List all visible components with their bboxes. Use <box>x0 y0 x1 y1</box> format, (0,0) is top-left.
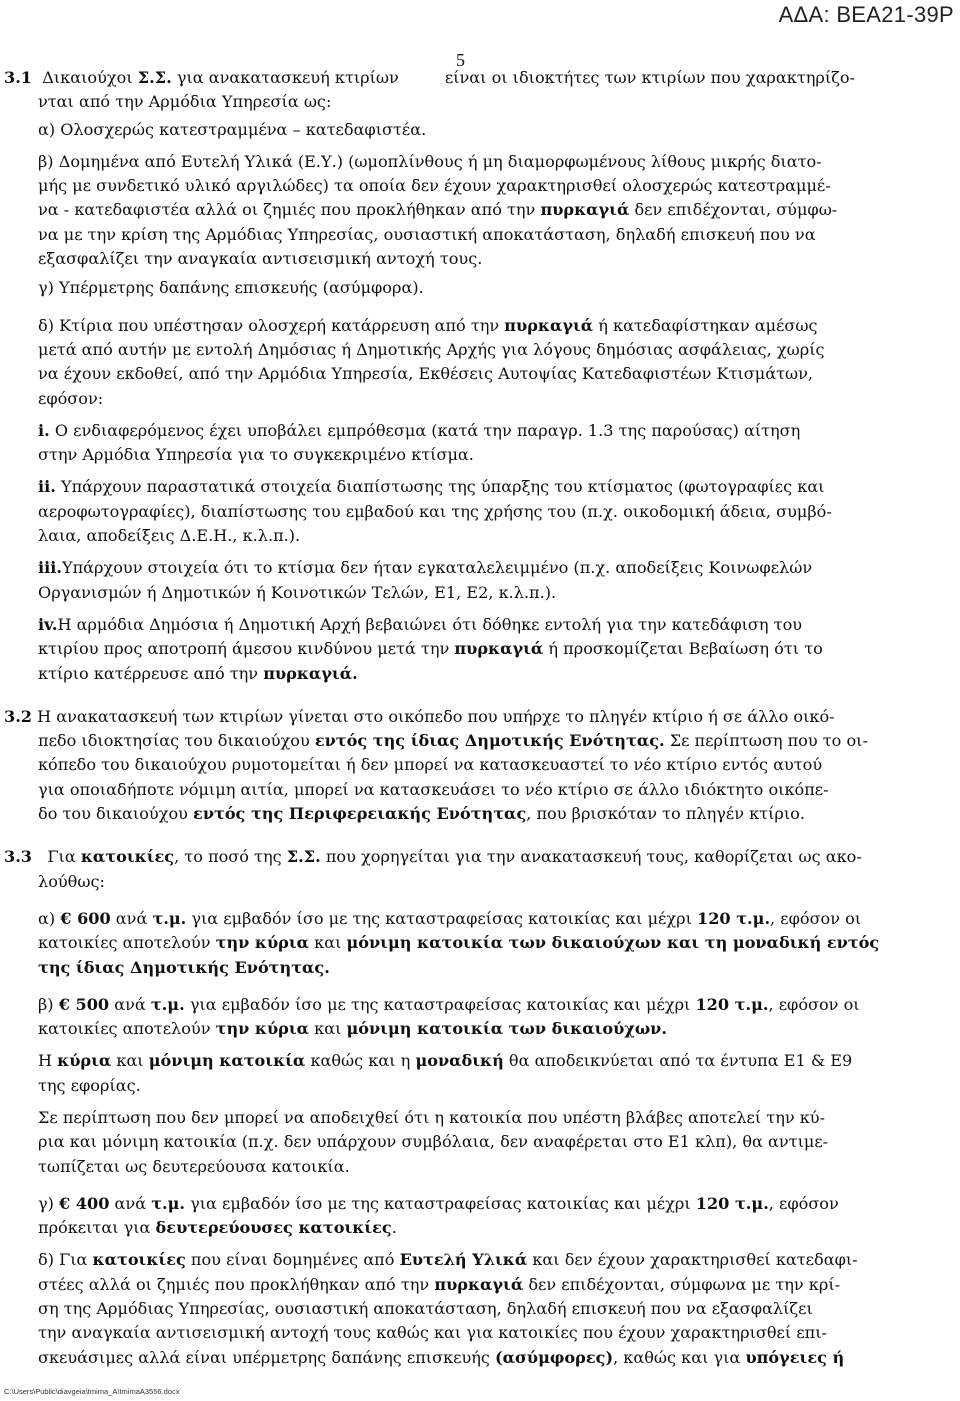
section-3-2-line-2 <box>0 729 935 753</box>
section-number: 3.2 <box>4 706 32 726</box>
section-3-3-line-2: λούθως: <box>38 871 105 891</box>
text: , εφόσον οι <box>770 908 862 928</box>
item-d-line-4: εφόσον: <box>38 388 104 408</box>
bold-text: κατοικίες <box>92 1250 186 1270</box>
item-iii-line-1 <box>0 556 935 580</box>
amount: € 600 <box>60 908 111 928</box>
text: Η ανακατασκευή των κτιρίων γίνεται στο οικόπεδο που υπήρχε το πληγέν κτίριο ή σε άλλο οικό- <box>32 706 835 726</box>
amount: € 500 <box>58 994 110 1014</box>
item-b-line-2: μής με συνδετικό υλικό αργιλώδες) τα οποία δεν έχουν χαρακτηρισθεί ολοσχερώς κατεστραμμέ- <box>38 176 831 196</box>
text: κατοικίες αποτελούν <box>38 1019 216 1039</box>
file-path-footer: C:\Users\Public\diavgeia\tmima_A\tmimaA3556.docx <box>4 1387 180 1396</box>
text: θα αποδεικνύεται από τα έντυπα Ε1 & Ε9 <box>503 1051 853 1071</box>
text: κατοικίες αποτελούν <box>38 933 216 953</box>
item-d-line-2: μετά από αυτήν με εντολή Δημόσιας ή Δημοτικής Αρχής για λόγους δημόσιας ασφάλειας, χωρίς <box>38 339 825 359</box>
text: Δικαιούχοι <box>42 68 138 87</box>
item-g: γ) Υπέρμετρης δαπάνης επισκευής (ασύμφορα). <box>38 278 424 298</box>
item-i-line-1 <box>0 419 935 443</box>
item-ii-line-3: λαια, αποδείξεις Δ.Ε.Η., κ.λ.π.). <box>38 526 301 546</box>
item-a: α) Ολοσχερώς κατεστραμμένα – κατεδαφιστέα. <box>38 119 427 139</box>
text: β) <box>38 994 59 1014</box>
text: ή κατεδαφίστηκαν αμέσως <box>593 315 818 335</box>
text: για εμβαδόν ίσο με της καταστραφείσας κατοικίας και μέχρι <box>184 994 696 1014</box>
bold-text: υπόγειες ή <box>745 1347 845 1367</box>
bold-text: δευτερεύουσες κατοικίες <box>155 1218 392 1238</box>
bold-text: (ασύμφορες) <box>495 1347 614 1367</box>
section-3-2-line-4: για οποιαδήποτε νόμιμη αιτία, μπορεί να κατασκευάσει το νέο κτίριο σε άλλο ιδιόκτητο οικόπε- <box>38 779 829 799</box>
item-b-line-4: να με την κρίση της Αρμόδιας Υπηρεσίας, ουσιαστική αποκατάσταση, δηλαδή επισκευή που να <box>38 224 816 244</box>
section-3-2-line-3: κόπεδο του δικαιούχου ρυμοτομείται ή δεν μπορεί να κατασκευαστεί το νέο κτίριο εντός αυτού <box>38 755 823 775</box>
item-iv-line-3 <box>0 662 935 686</box>
item-d-line-5 <box>0 1346 935 1370</box>
main-residence-line-2: της εφορίας. <box>38 1075 141 1095</box>
text: δ) Κτίρια που υπέστησαν ολοσχερή κατάρρευση από την <box>38 315 505 335</box>
section-3-1-line-1 <box>0 66 935 90</box>
bold-text: της ίδιας Δημοτικής Ενότητας. <box>38 957 330 977</box>
item-d-line-3: ση της Αρμόδιας Υπηρεσίας, ουσιαστική αποκατάσταση, δηλαδή επισκευή που να εξασφαλίζει <box>38 1299 813 1319</box>
bold-text: 120 τ.μ. <box>695 1193 769 1213</box>
text: πεδο ιδιοκτησίας του δικαιούχου <box>38 731 315 751</box>
text: ανά <box>109 994 151 1014</box>
item-d-line-1 <box>0 1248 935 1272</box>
bold-text: πυρκαγιά <box>434 1274 524 1294</box>
text: για εμβαδόν ίσο με της καταστραφείσας κατοικίας και μέχρι <box>186 908 698 928</box>
bold-text: τ.μ. <box>150 994 185 1014</box>
item-a-line-2 <box>0 931 935 955</box>
bold-text: την κύρια <box>215 933 310 953</box>
item-b-line-2 <box>0 1017 935 1041</box>
text: , εφόσον οι <box>768 994 860 1014</box>
item-a-line-1 <box>0 907 935 931</box>
item-d-line-3: να έχουν εκδοθεί, από την Αρμόδια Υπηρεσία, Εκθέσεις Αυτοψίας Κατεδαφιστέων Κτισμάτων, <box>38 364 814 384</box>
text: δο του δικαιούχου <box>38 804 194 824</box>
bold-text: πυρκαγιά <box>540 200 630 220</box>
document-body <box>0 66 935 1370</box>
bold-text: μόνιμη κατοικία των δικαιούχων. <box>346 1019 667 1039</box>
section-number: 3.1 <box>4 68 32 87</box>
item-b-line-1: β) Δομημένα από Ευτελή Υλικά (Ε.Υ.) (ωμοπλίνθους ή μη διαμορφωμένους λίθους μικρής διατο- <box>38 151 822 171</box>
text: και <box>111 1051 149 1071</box>
item-iv-line-1 <box>0 613 935 637</box>
bold-text: Ευτελή Υλικά <box>399 1250 528 1270</box>
section-3-2-line-1 <box>0 705 935 729</box>
section-3-1-line-2: νται από την Αρμόδια Υπηρεσία ως: <box>38 92 332 112</box>
text: και <box>309 933 347 953</box>
item-a-line-3 <box>0 956 935 980</box>
text: σκευάσιμες αλλά είναι υπέρμετρης δαπάνης επισκευής <box>38 1347 496 1367</box>
text: . <box>391 1218 397 1238</box>
item-i-line-2: στην Αρμόδια Υπηρεσία για το συγκεκριμένο κτίσμα. <box>38 445 474 465</box>
text: για εμβαδόν ίσο με της καταστραφείσας κατοικίας και μέχρι <box>185 1193 696 1213</box>
bold-text: την κύρια <box>215 1019 310 1039</box>
bold-text: τ.μ. <box>152 908 187 928</box>
bold-text: Σ.Σ. <box>137 68 172 87</box>
text: καθώς και η <box>305 1051 416 1071</box>
text: Η αρμόδια Δημόσια ή Δημοτική Αρχή βεβαιώνει ότι δόθηκε εντολή για την κατεδάφιση του <box>57 614 803 634</box>
bold-text: 120 τ.μ. <box>695 994 769 1014</box>
bold-text: πυρκαγιά. <box>263 663 358 683</box>
proof-line-2: ρια και μόνιμη κατοικία (π.χ. δεν υπάρχουν συμβόλαια, δεν αναφέρεται στο Ε1 κλπ), θα αντιμε- <box>38 1132 829 1152</box>
section-3-2-line-5 <box>0 802 935 826</box>
bold-text: πυρκαγιά <box>454 639 544 659</box>
text: , καθώς και για <box>613 1347 746 1367</box>
bold-text: κατοικίες <box>80 847 175 867</box>
text: ανά <box>109 1193 152 1213</box>
section-number: 3.3 <box>4 847 32 867</box>
text: είναι οι ιδιοκτήτες των κτιρίων που χαρακτηρίζο- <box>444 68 855 87</box>
item-g-line-1 <box>0 1192 935 1216</box>
roman-numeral: iii. <box>38 558 62 578</box>
item-b-line-1 <box>0 993 935 1017</box>
item-iv-line-2 <box>0 637 935 661</box>
text: που χορηγείται για την ανακατασκευή τους, καθορίζεται ως ακο- <box>320 847 862 867</box>
item-b-line-3 <box>0 198 935 222</box>
text: πρόκειται για <box>38 1218 156 1238</box>
bold-text: 120 τ.μ. <box>697 908 771 928</box>
section-3-3-line-1 <box>0 845 935 869</box>
text: Υπάρχουν παραστατικά στοιχεία διαπίστωσης της ύπαρξης του κτίσματος (φωτογραφίες και <box>55 477 825 497</box>
proof-line-3: τωπίζεται ως δευτερεύουσα κατοικία. <box>38 1156 350 1176</box>
text: , που βρισκόταν το πληγέν κτίριο. <box>526 804 805 824</box>
text: , εφόσον <box>768 1193 839 1213</box>
text: γ) <box>38 1193 60 1213</box>
amount: € 400 <box>59 1193 110 1213</box>
text: και <box>309 1019 347 1039</box>
text: που είναι δομημένες από <box>185 1250 400 1270</box>
text: , το ποσό της <box>174 847 287 867</box>
text: Ο ενδιαφερόμενος έχει υποβάλει εμπρόθεσμα (κατά την παραγρ. 1.3 της παρούσας) αίτηση <box>49 420 801 440</box>
text: δεν επιδέχονται, σύμφωνα με την κρί- <box>523 1274 841 1294</box>
proof-line-1: Σε περίπτωση που δεν μπορεί να αποδειχθεί ότι η κατοικία που υπέστη βλάβες αποτελεί την κύ- <box>38 1107 826 1127</box>
text: Σε περίπτωση που το οι- <box>664 731 868 751</box>
text: για ανακατασκευή κτιρίων <box>171 68 399 87</box>
text: κτίριο κατέρρευσε από την <box>38 663 264 683</box>
roman-numeral: i. <box>38 420 50 440</box>
text: και δεν έχουν χαρακτηρισθεί κατεδαφι- <box>527 1250 858 1270</box>
bold-text: Σ.Σ. <box>286 847 321 867</box>
roman-numeral: ii. <box>38 477 56 497</box>
text: να - κατεδαφιστέα αλλά οι ζημιές που προκλήθηκαν από την <box>38 200 541 220</box>
page-number: 5 <box>456 50 465 70</box>
bold-text: εντός της Περιφερειακής Ενότητας <box>193 804 527 824</box>
item-d-line-4: την αναγκαία αντισεισμική αντοχή τους καθώς και για κατοικίες που έχουν χαρακτηρισθεί επι- <box>38 1323 827 1343</box>
item-ii-line-1 <box>0 475 935 499</box>
item-g-line-2 <box>0 1216 935 1240</box>
text: δ) Για <box>38 1250 93 1270</box>
bold-text: πυρκαγιά <box>504 315 594 335</box>
text: ανά <box>110 908 153 928</box>
text: δεν επιδέχονται, σύμφω- <box>629 200 838 220</box>
bold-text: κύρια <box>57 1051 112 1071</box>
text: Η <box>38 1051 58 1071</box>
text: στέες αλλά οι ζημιές που προκλήθηκαν από την <box>38 1274 435 1294</box>
text: κτιρίου προς αποτροπή άμεσου κινδύνου μετά την <box>38 639 455 659</box>
bold-text: μόνιμη κατοικία <box>148 1051 306 1071</box>
bold-text: εντός της ίδιας Δημοτικής Ενότητας. <box>314 731 665 751</box>
bold-text: μοναδική <box>415 1051 504 1071</box>
bold-text: μόνιμη κατοικία των δικαιούχων και τη μοναδική εντός <box>346 933 880 953</box>
item-d-line-1 <box>0 314 935 338</box>
ada-code: ΑΔΑ: ΒΕΑ21-39Ρ <box>778 2 954 27</box>
roman-numeral: iv. <box>38 614 58 634</box>
text: α) <box>38 908 61 928</box>
text: Για <box>47 847 81 867</box>
item-b-line-5: εξασφαλίζει την αναγκαία αντισεισμική αντοχή τους. <box>38 249 483 269</box>
bold-text: τ.μ. <box>151 1193 186 1213</box>
item-iii-line-2: Οργανισμών ή Δημοτικών ή Κοινοτικών Τελών, Ε1, Ε2, κ.λ.π.). <box>38 582 557 602</box>
main-residence-line-1 <box>0 1049 935 1073</box>
text: Υπάρχουν στοιχεία ότι το κτίσμα δεν ήταν εγκαταλελειμμένο (π.χ. αποδείξεις Κοινωφελών <box>61 558 813 578</box>
text: ή προσκομίζεται Βεβαίωση ότι το <box>543 639 823 659</box>
item-d-line-2 <box>0 1273 935 1297</box>
item-ii-line-2: αεροφωτογραφίες), διαπίστωσης του εμβαδού και της χρήσης του (π.χ. οικοδομική άδεια, συμβό- <box>38 501 832 521</box>
